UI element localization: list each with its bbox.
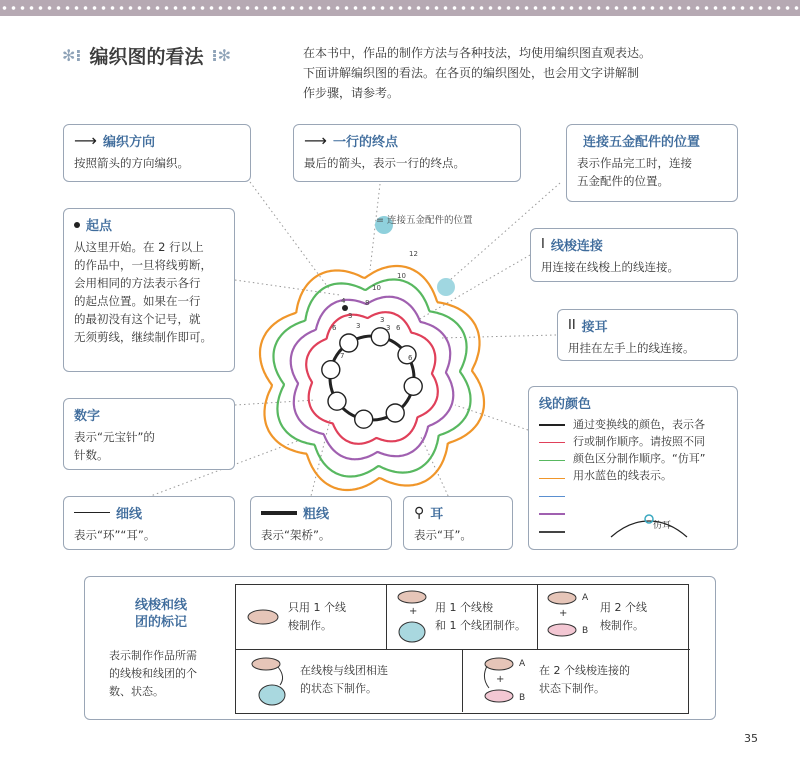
color-swatch-line: [539, 424, 565, 426]
arrow-right-icon: ⟶: [74, 131, 97, 150]
flourish-left-icon: ✻⁝: [62, 46, 82, 65]
svg-text:6: 6: [408, 354, 413, 362]
svg-text:10: 10: [372, 284, 381, 292]
callout-ear-join: II 接耳 用挂在左手上的线连接。: [557, 309, 738, 361]
thick-line-icon: [261, 511, 297, 515]
page-number: 35: [744, 732, 758, 745]
section-title: ✻⁝ 编织图的看法 ⁝✻: [62, 46, 231, 68]
marks-panel: 线梭和线 团的标记 表示制作作品所需 的线梭和线团的个 数、状态。 只用 1 个线 梭制作。 + 用 1 个线梭 和 1 个线团制作。 A + B 用 2 个线 梭制作。 在线梭与线团相连 的状态下制作。 A + B 在 2 个线梭连接的 状态下制作。: [84, 576, 716, 720]
color-swatch-line: [539, 513, 565, 515]
start-point-dot: [342, 305, 348, 311]
svg-text:4: 4: [341, 297, 346, 305]
svg-text:3: 3: [380, 316, 385, 324]
svg-text:7: 7: [340, 352, 345, 360]
petal-ring: [404, 377, 422, 395]
svg-text:+: +: [409, 606, 418, 617]
color-swatch-line: [539, 496, 565, 498]
mark-cell-one-shuttle: 只用 1 个线 梭制作。: [236, 585, 387, 650]
marks-grid: [235, 584, 689, 714]
petal-ring: [340, 334, 358, 352]
callout-hardware: 连接五金配件的位置 表示作品完工时，连接 五金配件的位置。: [566, 124, 738, 202]
mark-cell-two-shuttles: A + B 用 2 个线 梭制作。: [538, 585, 690, 650]
petal-ring: [328, 392, 346, 410]
callout-direction: ⟶ 编织方向 按照箭头的方向编织。: [63, 124, 251, 182]
mark-cell-two-shuttles-connected: A + B 在 2 个线梭连接的 状态下制作。: [463, 650, 690, 712]
mark-cell-shuttle-ball-connected: 在线梭与线团相连 的状态下制作。: [236, 650, 463, 712]
callout-start: 起点 从这里开始。在 2 行以上 的作品中，一旦将线剪断， 会用相同的方法表示各行 的起点位置。如果在一行 的最初没有这个记号，就 无须剪线，继续制作即可。: [63, 208, 235, 372]
callout-ear: ⚲ 耳 表示“耳”。: [403, 496, 513, 550]
svg-text:10: 10: [397, 272, 406, 280]
svg-text:+: +: [496, 674, 505, 685]
color-swatch-line: [539, 531, 565, 533]
callout-shuttle-join: I 线梭连接 用连接在线梭上的线连接。: [530, 228, 738, 282]
callout-thin-line: 细线 表示“环”“耳”。: [63, 496, 235, 550]
arrow-right-icon: ⟶: [304, 131, 327, 150]
svg-text:3: 3: [386, 324, 391, 332]
svg-text:A: A: [582, 593, 589, 603]
callout-row-end: ⟶ 一行的终点 最后的箭头，表示一行的终点。: [293, 124, 521, 182]
svg-text:B: B: [519, 693, 526, 703]
callout-number: 数字 表示“元宝针”的 针数。: [63, 398, 235, 470]
svg-text:6: 6: [332, 324, 337, 332]
svg-text:6: 6: [396, 324, 401, 332]
flourish-right-icon: ⁝✻: [211, 46, 231, 65]
svg-text:8: 8: [365, 299, 370, 307]
svg-text:12: 12: [409, 250, 418, 258]
petal-ring: [322, 361, 340, 379]
intro-paragraph: 在本书中，作品的制作方法与各种技法，均使用编织图直观表达。 下面讲解编织图的看法。在各页的编织图处，也会用文字讲解制 作步骤，请参考。: [303, 46, 652, 100]
thin-line-icon: [74, 512, 110, 514]
color-swatch-line: [539, 460, 565, 462]
hardware-marker: [437, 278, 455, 296]
ear-drop-icon: ⚲: [414, 504, 425, 521]
petal-ring: [398, 346, 416, 364]
callout-line-colors: 线的颜色 通过变换线的颜色，表示各 行或制作顺序。请按照不同 颜色区分制作顺序。“仿耳” 用水蓝色的线表示。 仿耳: [528, 386, 738, 550]
callout-thick-line: 粗线 表示“架桥”。: [250, 496, 392, 550]
petal-ring: [386, 404, 404, 422]
svg-text:3: 3: [348, 312, 353, 320]
mark-cell-shuttle-ball: + 用 1 个线梭 和 1 个线团制作。: [387, 585, 538, 650]
svg-text:A: A: [519, 659, 526, 669]
color-swatch-line: [539, 442, 565, 444]
hardware-legend: = 连接五金配件的位置: [376, 215, 473, 226]
svg-text:B: B: [582, 626, 589, 636]
petal-ring: [355, 410, 373, 428]
svg-text:+: +: [559, 608, 568, 619]
color-swatch-line: [539, 478, 565, 480]
dot-icon: [74, 222, 80, 228]
svg-text:3: 3: [356, 322, 361, 330]
